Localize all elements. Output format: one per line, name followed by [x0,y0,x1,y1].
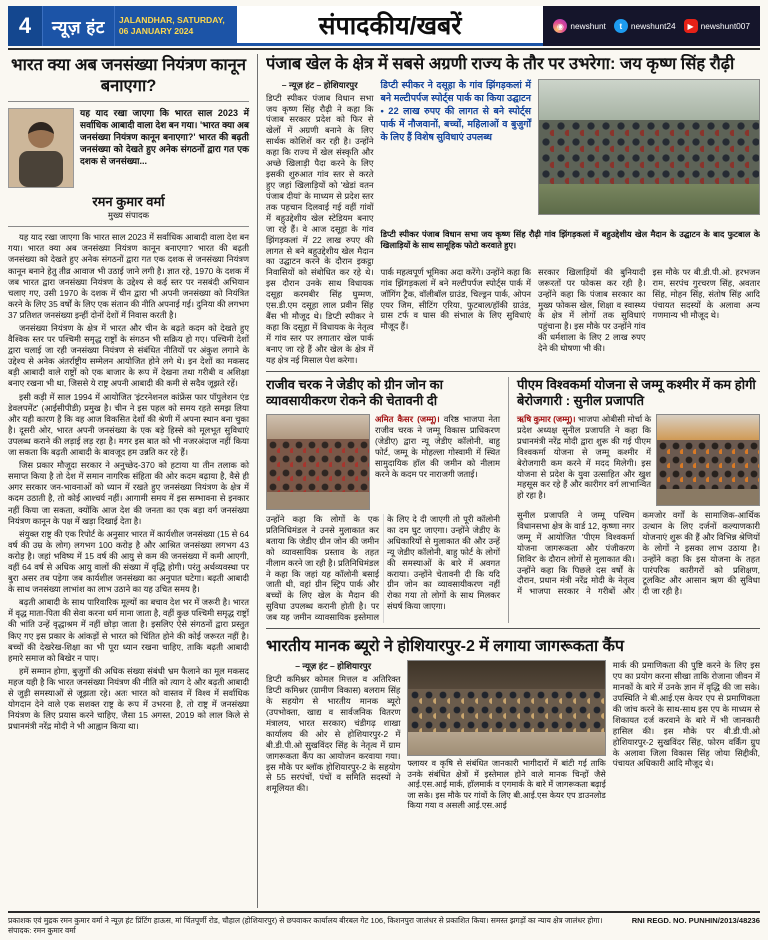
jda-lead-row [266,414,500,510]
photo-crowd [267,439,369,492]
editorial-paragraph: यह याद रखा जाएगा कि भारत साल 2023 में सर्वाधिक आबादी वाला देश बन गया। भारत क्या अब जनसंख्या नियंत्रण कानून बनाएगा? भारत की बढ़ती जनसंख्या को देखते हुए अनेक संगठनों द्वारा गत एक दशक से जनसंख्या नियंत्रण कानून बनाने हेतु तीव्र आवाज भी उठाई जाने लगी है। ज्ञात रहे, 1970 के दशक में जब भारत द्वारा जनसंख्या नियंत्रण के उद्देश्य से कई स्तर पर नसबंदी अभियान चलाए गए, उसी 1970 के दशक में चीन द्वारा भी अपनी जनसंख्या को नियंत्रित करने के लिए 35 वर्षों के लिए एक संतान की नीति अपनाई गई। दुनिया की लगभग 37 प्रतिशत जनसंख्या इन्हीं दोनों देशों में निवास करती है। [8,232,249,320]
social-twitter [614,19,676,33]
article-jda-warning [266,377,509,623]
sports-col-3: सरकार खिलाड़ियों की बुनियादी जरूरतों पर फोकस कर रही है। उन्होंने कहा कि पंजाब सरकार का मुख्य फोकस खेल, शिक्षा व स्वास्थ्य के क्षेत्र में लोगों तक सुविधाएं पहुंचाना है। इस मौके पर उन्होंने गांव की धर्मशाला के लिए 2 लाख रुपए देने की घोषणा भी की। [538,266,646,354]
social-bar [543,6,760,46]
imprint-footer [8,911,760,936]
photo-field [539,184,759,213]
date-line-2: 06 JANUARY 2024 [118,26,194,36]
photo-crowd [539,120,759,184]
newspaper-logo: न्यूज़ हंट [42,6,114,46]
editorial-body [8,232,249,732]
sports-col-1 [266,79,374,366]
pm-group-photo [656,414,760,506]
article-sports-park [266,54,760,372]
jda-lead: वरिष्ठ भाजपा नेता राजीव चरक ने जम्मू विकास प्राधिकरण (जेडीए) द्वारा न्यू जेडीए कॉलोनी, बाहु फोर्ट, जम्मू के मोहल्ला गोस्वामी में स्थित सामुदायिक हॉल की जमीन को नीलाम करने के कदम पर नाराजगी जताई। [375,413,501,479]
editorial-author: रमन कुमार वर्मा [92,194,165,210]
photo-wall [408,661,604,689]
middle-articles-row [266,372,760,629]
bis-layout [266,660,760,812]
photo-sky [539,80,759,120]
masthead [8,6,760,46]
sports-col-4: इस मौके पर बी.डी.पी.ओ. हरभजन राम, सरपंच गुरचरण सिंह, अवतार सिंह, मोहन सिंह, संतोष सिंह आदि पंचायत सदस्यों के अलावा अन्य गणमान्य भी मौजूद थे। [652,266,760,321]
photo-crowd [657,440,759,489]
editorial-paragraph: संयुक्त राष्ट्र की एक रिपोर्ट के अनुसार भारत में कार्यशील जनसंख्या (15 से 64 वर्ष की उम्र के लोग) लगभग 100 करोड़ है और आश्रित जनसंख्या लगभग 43 करोड़ है। जहां भविष्य में 15 वर्ष की आयु से कम की जनसंख्या में कमी आएगी, वहीं 64 वर्ष से अधिक आयु वालों की संख्या में वृद्धि होगी। परंतु अर्थव्यवस्था पर बुरा असर तब पड़ेगा जब कार्यशील जनसंख्या का अनुपात घटेगा। बढ़ती आबादी के साथ जनसंख्या लाभांश का लाभ उठाने का यह उचित समय है। [8,528,249,595]
twitter-icon: t [614,19,628,33]
news-column [266,54,760,908]
sports-layout [266,79,760,366]
sports-bullet-points: डिप्टी स्पीकर ने दसूहा के गांव झिंगड़कलां में बने मल्टीपर्पज स्पोर्ट्स पार्क का किया उद्घाटन • 22 लाख रुपए की लागत से बने स्पोर्ट्स पार्क में नौजवानों, बच्चों, महिलाओं व बुजुर्गों के लिए हैं विशेष सुविधाएं उपलब्ध [380,78,531,142]
jda-headline: राजीव चरक ने जेडीए को ग्रीन जोन का व्यावसायीकरण रोकने की चेतावनी दी [266,376,443,409]
pm-body-text: सुनील प्रजापति ने जम्मू पश्चिम विधानसभा क्षेत्र के वार्ड 12, कृष्णा नगर जम्मू में आयोजित 'पीएम विश्वकर्मा योजना जागरूकता और पंजीकरण शिविर' के दौरान लोगों से मुलाकात की। उन्होंने कहा कि पिछले दस वर्षों के दौरान, प्रधान मंत्री नरेंद्र मोदी के नेतृत्व में भाजपा सरकार ने गरीबों और कमजोर वर्गों के सामाजिक-आर्थिक उत्थान के लिए दर्जनों कल्याणकारी योजनाएं शुरू की हैं और विभिन्न श्रेणियों के लोगों ने इसका लाभ उठाया है। उन्होंने कहा कि इस योजना के तहत पारंपरिक कारीगरों को प्रशिक्षण, टूलकिट और आसान ऋण की सुविधा दी जा रही है। [517,509,760,597]
header-divider [8,48,760,50]
editorial-intro-box [8,102,249,192]
date-line-1: JALANDHAR, SATURDAY, [118,14,225,25]
sports-lead-text: डिप्टी स्पीकर पंजाब विधान सभा जय कृष्ण सिंह रौढ़ी ने कहा कि पंजाब सरकार प्रदेश को फिर से खेलों में अग्रणी बनाने के लिए सार्थक कोशिशें कर रही है। उन्होंने कहा कि राज्य में खेल संस्कृति और अच्छे खिलाड़ी पैदा करने के लिए इसकी शुरुआत गांव स्तर से करते हुए जहां खिलाड़ियों को 'खेडां वतन पंजाब दीयां' के माध्यम से प्रदेश स्तर तक पहचान दिलवाई गई वहीं गांवों में बहुउद्देशीय खेल स्टेडियम बनाए जा रहे हैं। वे आज दसूहा के गांव झिंगड़कलां में 22 लाख रुपए की लागत से बने बहुउद्देशीय खेल मैदान का उद्घाटन करने के दौरान इकट्ठा निवासियों को संबोधित कर रहे थे। इस दौरान उनके साथ विधायक दसूहा करमबीर सिंह घुम्मण, एस.डी.एम दसूहा लाल प्रवीन सिंह बैंस भी मौजूद थे। डिप्टी स्पीकर ने कहा कि दसूहा में विधायक के नेतृत्व में गांव स्तर पर लगातार खेल पार्क बनाए जा रहे हैं और खेल के क्षेत्र में यह क्षेत्र नई मिसाल पेश करेगा। [266,92,374,365]
jda-group-photo [266,414,370,510]
photo-ground [267,492,369,509]
sports-photo-caption: डिप्टी स्पीकर पंजाब विधान सभा जय कृष्ण सिंह रौढ़ी गांव झिंगड़कलां में बहुउद्देशीय खेल मैदान के उद्घाटन के बाद फुटबाल के खिलाड़ियों के साथ सामूहिक फोटो करवाते हुए। [380,230,760,250]
instagram-handle: newshunt [570,21,606,31]
editor-portrait-photo [8,108,74,188]
bis-lead-text: डिप्टी कमिश्नर कोमल मित्तल व अतिरिक्त डिप्टी कमिश्नर (ग्रामीण विकास) बलराम सिंह के सहयोग से भारतीय मानक ब्यूरो (उपभोक्ता, खाद्य व सार्वजनिक वितरण मंत्रालय, भारत सरकार) चंडीगढ़ शाखा कार्यालय की ओर से होशियारपुर-2 में बी.डी.पी.ओ सुखविंदर सिंह के नेतृत्व में ग्राम जागरूकता कैंप का आयोजन करवाया गया। इस मौके पर ब्लॉक होशियारपुर-2 के सहयोग से 55 सरपंचों, पंचों व समिति सदस्यों ने शमूलियत की। [266,674,401,794]
sports-headline: पंजाब खेल के क्षेत्र में सबसे अग्रणी राज्य के तौर पर उभरेगा: जय कृष्ण सिंह रौढ़ी [266,55,735,73]
photo-ground [657,489,759,505]
social-instagram [553,19,606,33]
main-content [8,54,760,908]
youtube-handle: newshunt007 [700,21,750,31]
publisher-line: प्रकाशक एवं मुद्रक रमन कुमार वर्मा ने न्यूज़ हंट प्रिंटिंग हाऊस, मां चिंतपूर्णी रोड, चौहाल (होशियारपुर) से छपवाकर कार्यालय बीरबल गेट 106, किशनपुरा जालंधर से प्रकाशित किया। समस्त झगड़ों का न्याय क्षेत्र जालंधर होगा। संपादक: रमन कुमार वर्मा [8,916,603,936]
bis-col-1 [266,660,400,812]
pm-author: ऋषि कुमार (जम्मू)। [517,413,576,424]
editorial-headline: भारत क्या अब जनसंख्या नियंत्रण कानून बनाएगा? [8,54,249,102]
twitter-handle: newshunt24 [630,21,676,31]
editorial-intro-text: यह याद रखा जाएगा कि भारत साल 2023 में सर्वाधिक आबादी वाला देश बन गया। 'भारत क्या अब जनसंख्या नियंत्रण कानून बनाएगा?' भारत की बढ़ती जनसंख्या को देखते हुए अनेक संगठनों द्वारा गत एक दशक से जनसंख्या... [80,108,249,166]
pm-lead: भाजपा ओबीसी मोर्चा के प्रदेश अध्यक्ष सुनील प्रजापति ने कहा कि प्रधानमंत्री नरेंद्र मोदी द्वारा शुरू की गई पीएम विश्वकर्मा योजना से जम्मू कश्मीर में बेरोजगारी कम करने में मदद मिलेगी। इस योजना से प्रदेश के युवा उत्साहित और खुश महसूस कर रहे हैं और कारीगर वर्ग लाभान्वित हो रहा है। [517,413,651,501]
jda-author: अमित कैसर (जम्मू)। [375,413,440,424]
sports-byline: – न्यूज़ हंट – होशियारपुर [281,79,358,90]
bis-headline: भारतीय मानक ब्यूरो ने होशियारपुर-2 में लगाया जागरूकता कैंप [266,638,624,656]
photo-attendees [408,689,604,731]
photo-floor [408,732,604,756]
bis-middle-text: फ्लायर व कृषि से संबंधित जानकारी भागीदारों में बांटी गई ताकि उनके संबंधित क्षेत्रों में इस्तेमाल होने वाले मानक चिन्हों जैसे आई.एस.आई मार्क, हॉलमार्क व एगमार्क के बारे में जागरूकता बढ़ाई जा सके। इस मौके पर गांवों के लिए बी.आई.एस केयर एप डाउनलोड किया गया व असली आई.एस.आई [407,759,606,811]
page-number: 4 [8,6,42,46]
bis-col-3: मार्क की प्रमाणिकता की पुष्टि करने के लिए इस एप का प्रयोग करना सीखा ताकि रोजाना जीवन में मानकों के बारे में उनके ज्ञान में वृद्धि की जा सके। उपस्थिति ने बी.आई.एस केयर एप से प्रमाणिकता की जांच करने के साथ-साथ इस एप के माध्यम से शिकायत दर्ज करवाने के बारे में भी जानकारी हासिल की। इस मौके पर बी.डी.पी.ओ होशियारपुर-2 सुखविंदर सिंह, फोरम वर्किंग ग्रुप के अलावा जिला विकास सिंह जोया सिद्दीकी, पंचायत अधिकारी आदि मौजूद थे। [612,660,760,769]
instagram-icon: ◉ [553,19,567,33]
jda-lead-text [375,414,500,510]
pm-lead-text [517,414,651,506]
bis-col-2 [407,660,605,812]
bis-meeting-photo [407,660,605,756]
social-youtube [684,19,750,33]
pm-headline: पीएम विश्वकर्मा योजना से जम्मू कश्मीर में कम होगी बेरोजगारी : सुनील प्रजापति [517,376,756,409]
rni-registration: RNI REGD. NO. PUNHIN/2013/48236 [631,916,760,926]
jda-body-text: उन्होंने कहा कि लोगों के एक प्रतिनिधिमंडल ने उनसे मुलाकात कर बताया कि जेडीए ग्रीन जोन की जमीन को व्यावसायिक प्रस्ताव के तहत नीलाम करने जा रही है। प्रतिनिधिमंडल ने कहा कि जहां यह कॉलोनी बसाई जाती थी, वहां ग्रीन स्ट्रिप पार्क और बच्चों के लिए खेल के मैदान की सुविधा उपलब्ध करानी होती है। पर जब यह जमीन व्यावसायिक इस्तेमाल के लिए दे दी जाएगी तो पूरी कॉलोनी का दम घुट जाएगा। उन्होंने जेडीए के अधिकारियों से मुलाकात की और उन्हें न्यू जेडीए कॉलोनी, बाहु फोर्ट के लोगों की समस्याओं के बारे में अवगत कराया। उन्होंने चेतावनी दी कि यदि ग्रीन जोन का व्यावसायीकरण नहीं रोका गया तो लोगों के साथ मिलकर संघर्ष किया जाएगा। [266,513,500,623]
date-block [114,6,237,46]
masthead-left [8,6,237,46]
editorial-author-title: मुख्य संपादक [8,210,249,227]
section-title: संपादकीय/खबरें [237,6,544,46]
editorial-paragraph: जनसंख्या नियंत्रण के क्षेत्र में भारत और चीन के बढ़ते कदम को देखते हुए वैश्विक स्तर पर पश्चिमी समृद्ध राष्ट्रों के संगठन भी सक्रिय हो गए। पश्चिमी देशों द्वारा चलाई जा रही जनसंख्या नियंत्रण से संबंधित नीतियों पर अंकुश लगाने के उद्देश्य से अनेक अंतर्राष्ट्रीय सम्मेलन आयोजित होने लगे थे। इन देशों का मकसद बड़ी आबादी वाले राष्ट्रों को एक बाजार के रूप में देखना तथा गरीबी व अशिक्षा बनाए रखना भी था, जिससे ये राष्ट्र अपनी आबादी की कमी से सदैव जूझते रहें। [8,323,249,389]
editorial-paragraph: जिस प्रकार मौजूदा सरकार ने अनुच्छेद-370 को हटाया या तीन तलाक को समाप्त किया है तो देश में समान नागरिक संहिता की ओर कदम बढ़ाया है, वैसे ही अगर सरकार जन-भावनाओं को ध्यान में रखते हुए जनसंख्या नियंत्रण के क्षेत्र में कदम उठाती है, तो कोई आश्चर्य नहीं। आगामी समय में इस सम्भावना से इनकार नहीं किया जा सकता, क्योंकि आज देश की जनता का एक बड़ा वर्ग जनसंख्या नियंत्रण कानून के पक्ष में खड़ा दिखाई देता है। [8,460,249,526]
editorial-paragraph: इसी कड़ी में साल 1994 में आयोजित 'इंटरनेशनल कांफ्रेंस फार पॉपुलेशन एंड डेवलपमेंट' (आईसीपीडी) प्रमुख है। चीन ने इस पहल को समय रहते समझ लिया और यही कारण है कि वह आज विकसित देशों की श्रेणी में अपना स्थान बना चुका है। दूसरी ओर, भारत अपनी जनसंख्या के एक बड़े हिस्से को मूलभूत सुविधाएं उपलब्ध कराने की लड़ाई लड़ रहा है। मगर इस बात को भी नजरअंदाज नहीं किया जा सकता कि बढ़ती आबादी के बावजूद हम उन्नति कर रहे हैं। [8,391,249,458]
pm-lead-row [517,414,760,506]
sports-col-2: पार्क महत्वपूर्ण भूमिका अदा करेंगे। उन्होंने कहा कि गांव झिंगड़कलां में बने मल्टीपर्पज स्पोर्ट्स पार्क में जॉगिंग ट्रैक, वॉलीबॉल ग्राउंड, चिल्ड्रन पार्क, ओपन एयर जिम, सीटिंग एरिया, फुटबाल/हॉकी ग्राउंड, ग्रास टर्फ व घास की संभाल के लिए सुविधाएं मौजूद हैं। [380,266,531,332]
photo-sky [267,415,369,439]
sports-group-photo [538,79,760,215]
article-pm-vishwakarma [517,377,760,623]
editorial-paragraph: हमें सम्मान होगा, बुजुर्गों की अधिक संख्या संबंधी भ्रम फैलाने का मूल मकसद महज यही है कि भारत जनसंख्या नियंत्रण की नीति को त्याग दे और बढ़ती आबादी से जुड़ी समस्याओं से जूझता रहे। अतः भारत को वास्तव में विश्व में सर्वाधिक योगदान देने वाले एक सशक्त राष्ट्र के रूप में उभरना है, तो राष्ट्र में जनसंख्या नियंत्रण के लिए प्रयास करने चाहिए, जैसा 15 अगस्त, 2019 को लाल किले से प्रधानमंत्री नरेंद्र मोदी ने भी आह्वान किया था। [8,665,249,732]
article-bis-camp [266,629,760,812]
editorial-column [8,54,258,908]
photo-sky [657,415,759,440]
youtube-icon: ▶ [684,19,698,33]
bis-byline: – न्यूज़ हंट – होशियारपुर [295,661,372,672]
editorial-paragraph: बढ़ती आबादी के साथ पारिवारिक मूल्यों का बचाव देश भर में जरूरी है। भारत में वृद्ध माता-पिता की सेवा करना धर्म माना जाता है, वहीं कुछ पश्चिमी समृद्ध राष्ट्रों की भांति उन्हें वृद्धाश्रम में नहीं छोड़ा जाता है। इसलिए ऐसे संगठनों द्वारा प्रस्तुत किए गए इस प्रकार के आंकड़ों से भारत को चिंतित होने की कोई जरूरत नहीं है। बच्चों की देखरेख-शिक्षा का भी पूरा ध्यान रखना चाहिए, ताकि बढ़ती आबादी हमारे समाज को बिखेर न पाए। [8,597,249,663]
